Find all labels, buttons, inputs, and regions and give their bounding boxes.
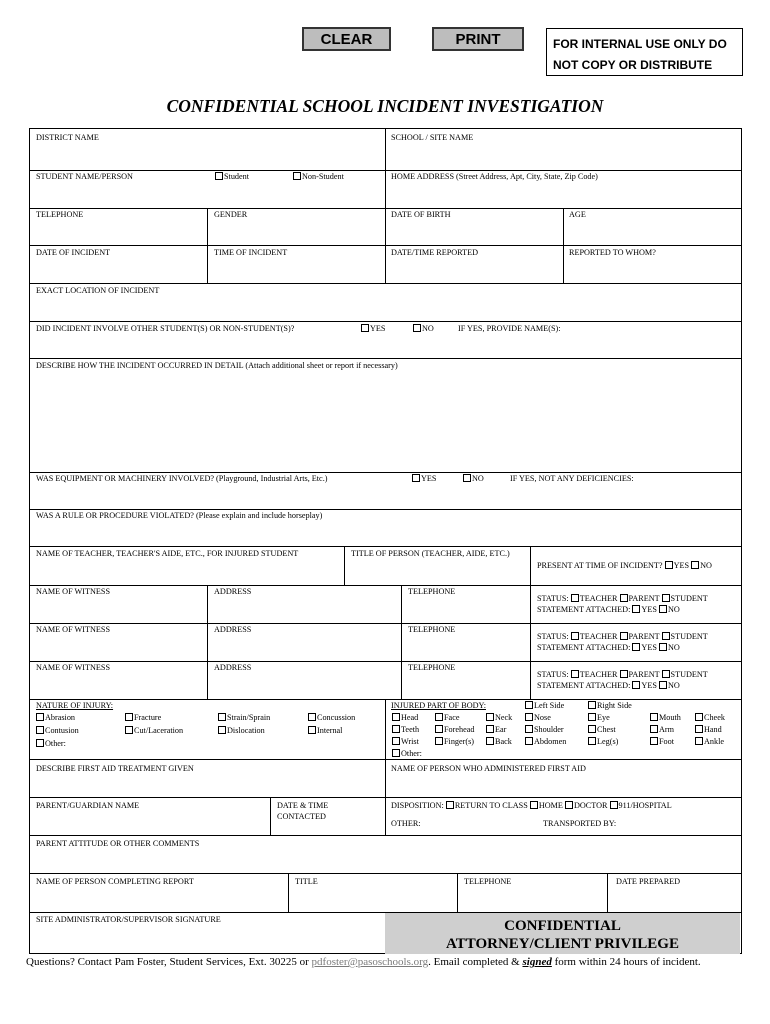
date-of-birth-label: DATE OF BIRTH <box>391 210 451 219</box>
checkbox-icon <box>218 713 226 721</box>
checkbox-icon <box>695 713 703 721</box>
checkbox-icon <box>463 474 471 482</box>
confidential-banner <box>385 913 740 954</box>
witness-1-statement-no-checkbox[interactable] <box>659 605 667 613</box>
checkbox-icon <box>695 737 703 745</box>
student-name-input[interactable] <box>35 184 384 208</box>
teacher-name-label: NAME OF TEACHER, TEACHER'S AIDE, ETC., FOR INJURED STUDENT <box>36 549 299 558</box>
witness-1-status: STATUS: TEACHER PARENT STUDENT <box>537 594 708 603</box>
witness-2-student-checkbox[interactable] <box>662 632 670 640</box>
first-aid-label: DESCRIBE FIRST AID TREATMENT GIVEN <box>36 764 194 773</box>
parent-attitude-label: PARENT ATTITUDE OR OTHER COMMENTS <box>36 839 200 848</box>
home-address-label: HOME ADDRESS (Street Address, Apt, City, State, Zip Code) <box>391 172 598 181</box>
email-link[interactable]: pdfoster@pasoschools.org <box>311 956 429 968</box>
col-divider <box>385 246 386 284</box>
injured-part-label: INJURED PART OF BODY: <box>391 701 486 710</box>
checkbox-icon <box>125 713 133 721</box>
row-divider <box>30 585 741 586</box>
row-divider <box>30 661 741 662</box>
witness-1-address-label: ADDRESS <box>214 587 252 596</box>
body-ankle-checkbox[interactable]: Ankle <box>695 737 724 747</box>
witness-3-parent-checkbox[interactable] <box>620 670 628 678</box>
injury-concussion-checkbox[interactable]: Concussion <box>308 713 355 723</box>
describe-incident-textarea[interactable] <box>35 374 739 470</box>
witness-2-address-label: ADDRESS <box>214 625 252 634</box>
date-time-contacted-label-1: DATE & TIME <box>277 801 329 810</box>
telephone-label: TELEPHONE <box>36 210 84 219</box>
checkbox-icon <box>525 737 533 745</box>
body-wrist-checkbox[interactable]: Wrist <box>392 737 419 747</box>
injury-other-checkbox[interactable]: Other: <box>36 739 66 749</box>
witness-2-statement-yes-checkbox[interactable] <box>632 643 640 651</box>
incident-form <box>29 128 742 954</box>
col-divider <box>385 699 386 797</box>
body-ear-checkbox[interactable]: Ear <box>486 725 506 735</box>
col-divider <box>607 873 608 912</box>
checkbox-icon <box>413 324 421 332</box>
witness-2-parent-checkbox[interactable] <box>620 632 628 640</box>
equipment-no-checkbox[interactable]: NO <box>463 474 484 484</box>
present-yes-checkbox[interactable] <box>665 561 673 569</box>
witness-3-statement: STATEMENT ATTACHED: YES NO <box>537 681 680 690</box>
checkbox-icon <box>435 725 443 733</box>
injury-cut-checkbox[interactable]: Cut/Laceration <box>125 726 183 736</box>
row-divider <box>30 472 741 473</box>
home-checkbox[interactable] <box>530 801 538 809</box>
col-divider <box>207 208 208 284</box>
transported-by-label: TRANSPORTED BY: <box>543 819 617 828</box>
district-name-label: DISTRICT NAME <box>36 133 99 142</box>
form-title: CONFIDENTIAL SCHOOL INCIDENT INVESTIGATION <box>166 96 604 116</box>
person-completing-label: NAME OF PERSON COMPLETING REPORT <box>36 877 194 886</box>
body-legs-checkbox[interactable]: Leg(s) <box>588 737 618 747</box>
checkbox-icon <box>392 725 400 733</box>
witness-1-parent-checkbox[interactable] <box>620 594 628 602</box>
injury-strain-checkbox[interactable]: Strain/Sprain <box>218 713 270 723</box>
return-to-class-checkbox[interactable] <box>446 801 454 809</box>
witness-1-name-label: NAME OF WITNESS <box>36 587 110 596</box>
col-divider <box>401 585 402 699</box>
witness-2-teacher-checkbox[interactable] <box>571 632 579 640</box>
body-neck-checkbox[interactable]: Neck <box>486 713 512 723</box>
internal-line-1: FOR INTERNAL USE ONLY DO <box>553 37 727 51</box>
age-label: AGE <box>569 210 586 219</box>
involve-yes-checkbox[interactable]: YES <box>361 324 385 334</box>
body-eye-checkbox[interactable]: Eye <box>588 713 610 723</box>
injury-abrasion-checkbox[interactable]: Abrasion <box>36 713 75 723</box>
nature-of-injury-label: NATURE OF INJURY: <box>36 701 114 710</box>
body-head-checkbox[interactable]: Head <box>392 713 418 723</box>
provide-names-label: IF YES, PROVIDE NAME(S): <box>458 324 561 333</box>
confidential-line-2: ATTORNEY/CLIENT PRIVILEGE <box>446 936 679 952</box>
involve-others-label: DID INCIDENT INVOLVE OTHER STUDENT(S) OR NON-STUDENT(S)? <box>36 324 295 333</box>
student-checkbox[interactable]: Student <box>215 172 249 182</box>
checkbox-icon <box>293 172 301 180</box>
body-forehead-checkbox[interactable]: Forehead <box>435 725 474 735</box>
footer-note: Questions? Contact Pam Foster, Student Services, Ext. 30225 or pdfoster@pasoschools.org. Email completed & signed form within 24 hours of incident. <box>26 956 701 968</box>
rule-violated-label: WAS A RULE OR PROCEDURE VIOLATED? (Please explain and include horseplay) <box>36 511 323 520</box>
body-teeth-checkbox[interactable]: Teeth <box>392 725 419 735</box>
col-divider <box>385 797 386 835</box>
body-other-checkbox[interactable]: Other: <box>392 749 422 759</box>
checkbox-icon <box>392 713 400 721</box>
col-divider <box>207 585 208 699</box>
disposition: DISPOSITION: RETURN TO CLASS HOME DOCTOR 911/HOSPITAL <box>391 801 672 810</box>
body-fingers-checkbox[interactable]: Finger(s) <box>435 737 474 747</box>
witness-2-statement-no-checkbox[interactable] <box>659 643 667 651</box>
equipment-label: WAS EQUIPMENT OR MACHINERY INVOLVED? (Playground, Industrial Arts, Etc.) <box>36 474 328 483</box>
checkbox-icon <box>36 726 44 734</box>
checkbox-icon <box>215 172 223 180</box>
body-arm-checkbox[interactable]: Arm <box>650 725 674 735</box>
witness-1-telephone-label: TELEPHONE <box>408 587 456 596</box>
body-foot-checkbox[interactable]: Foot <box>650 737 674 747</box>
describe-incident-label: DESCRIBE HOW THE INCIDENT OCCURRED IN DETAIL (Attach additional sheet or report if necessary) <box>36 361 398 370</box>
hospital-checkbox[interactable] <box>610 801 618 809</box>
checkbox-icon <box>392 749 400 757</box>
row-divider <box>30 509 741 510</box>
witness-3-address-label: ADDRESS <box>214 663 252 672</box>
injury-fracture-checkbox[interactable]: Fracture <box>125 713 161 723</box>
checkbox-icon <box>308 713 316 721</box>
date-time-reported-label: DATE/TIME REPORTED <box>391 248 479 257</box>
injury-internal-checkbox[interactable]: Internal <box>308 726 342 736</box>
col-divider <box>270 797 271 835</box>
checkbox-icon <box>412 474 420 482</box>
print-button[interactable]: PRINT <box>432 27 524 51</box>
checkbox-icon <box>525 713 533 721</box>
col-divider <box>344 546 345 585</box>
equipment-yes-checkbox[interactable]: YES <box>412 474 436 484</box>
body-abdomen-checkbox[interactable]: Abdomen <box>525 737 566 747</box>
checkbox-icon <box>588 713 596 721</box>
body-cheek-checkbox[interactable]: Cheek <box>695 713 725 723</box>
witness-3-status: STATUS: TEACHER PARENT STUDENT <box>537 670 708 679</box>
reported-to-whom-label: REPORTED TO WHOM? <box>569 248 656 257</box>
present-at-time: PRESENT AT TIME OF INCIDENT? YES NO <box>537 561 712 570</box>
checkbox-icon <box>588 725 596 733</box>
witness-3-teacher-checkbox[interactable] <box>571 670 579 678</box>
row-divider <box>30 321 741 322</box>
date-time-contacted-label-2: CONTACTED <box>277 812 326 821</box>
checkbox-icon <box>486 713 494 721</box>
checkbox-icon <box>695 725 703 733</box>
checkbox-icon <box>525 725 533 733</box>
witness-2-telephone-label: TELEPHONE <box>408 625 456 634</box>
internal-use-notice <box>546 28 743 76</box>
checkbox-icon <box>486 725 494 733</box>
body-chest-checkbox[interactable]: Chest <box>588 725 616 735</box>
witness-1-student-checkbox[interactable] <box>662 594 670 602</box>
checkbox-icon <box>588 737 596 745</box>
checkbox-icon <box>36 713 44 721</box>
district-name-input[interactable] <box>35 145 384 169</box>
time-of-incident-label: TIME OF INCIDENT <box>214 248 288 257</box>
home-address-input[interactable] <box>390 184 739 208</box>
confidential-line-1: CONFIDENTIAL <box>504 918 621 934</box>
checkbox-icon <box>650 737 658 745</box>
site-admin-signature-label: SITE ADMINISTRATOR/SUPERVISOR SIGNATURE <box>36 915 221 924</box>
left-side-checkbox[interactable]: Left Side <box>525 701 564 711</box>
witness-1-teacher-checkbox[interactable] <box>571 594 579 602</box>
row-divider <box>30 546 741 547</box>
row-divider <box>30 358 741 359</box>
title-of-person-label: TITLE OF PERSON (TEACHER, AIDE, ETC.) <box>351 549 510 558</box>
note-deficiencies-label: IF YES, NOT ANY DEFICIENCIES: <box>510 474 634 483</box>
gender-label: GENDER <box>214 210 248 219</box>
school-site-name-label: SCHOOL / SITE NAME <box>391 133 474 142</box>
clear-button[interactable]: CLEAR <box>302 27 391 51</box>
checkbox-icon <box>588 701 596 709</box>
row-divider <box>30 873 741 874</box>
checkbox-icon <box>435 713 443 721</box>
body-shoulder-checkbox[interactable]: Shoulder <box>525 725 564 735</box>
col-divider <box>288 873 289 912</box>
witness-2-name-label: NAME OF WITNESS <box>36 625 110 634</box>
date-prepared-label: DATE PREPARED <box>616 877 681 886</box>
witness-3-student-checkbox[interactable] <box>662 670 670 678</box>
checkbox-icon <box>36 739 44 747</box>
witness-1-statement: STATEMENT ATTACHED: YES NO <box>537 605 680 614</box>
parent-name-label: PARENT/GUARDIAN NAME <box>36 801 140 810</box>
witness-3-statement-no-checkbox[interactable] <box>659 681 667 689</box>
witness-3-telephone-label: TELEPHONE <box>408 663 456 672</box>
body-mouth-checkbox[interactable]: Mouth <box>650 713 681 723</box>
first-aid-person-label: NAME OF PERSON WHO ADMINISTERED FIRST AID <box>391 764 586 773</box>
witness-2-statement: STATEMENT ATTACHED: YES NO <box>537 643 680 652</box>
exact-location-label: EXACT LOCATION OF INCIDENT <box>36 286 160 295</box>
checkbox-icon <box>525 701 533 709</box>
school-site-name-input[interactable] <box>390 145 739 169</box>
col-divider <box>563 208 564 284</box>
body-back-checkbox[interactable]: Back <box>486 737 512 747</box>
checkbox-icon <box>435 737 443 745</box>
checkbox-icon <box>308 726 316 734</box>
witness-2-status: STATUS: TEACHER PARENT STUDENT <box>537 632 708 641</box>
witness-1-statement-yes-checkbox[interactable] <box>632 605 640 613</box>
date-of-incident-label: DATE OF INCIDENT <box>36 248 111 257</box>
checkbox-icon <box>392 737 400 745</box>
row-divider <box>30 623 741 624</box>
non-student-checkbox[interactable]: Non-Student <box>293 172 344 182</box>
completing-telephone-label: TELEPHONE <box>464 877 512 886</box>
student-name-label: STUDENT NAME/PERSON <box>36 172 133 181</box>
col-divider <box>385 129 386 246</box>
checkbox-icon <box>650 713 658 721</box>
title-label: TITLE <box>295 877 318 886</box>
checkbox-icon <box>125 726 133 734</box>
col-divider <box>457 873 458 912</box>
involve-no-checkbox[interactable]: NO <box>413 324 434 334</box>
witness-3-statement-yes-checkbox[interactable] <box>632 681 640 689</box>
checkbox-icon <box>361 324 369 332</box>
present-no-checkbox[interactable] <box>691 561 699 569</box>
other-label: OTHER: <box>391 819 421 828</box>
doctor-checkbox[interactable] <box>565 801 573 809</box>
checkbox-icon <box>486 737 494 745</box>
body-nose-checkbox[interactable]: Nose <box>525 713 551 723</box>
body-face-checkbox[interactable]: Face <box>435 713 459 723</box>
witness-3-name-label: NAME OF WITNESS <box>36 663 110 672</box>
row-divider <box>30 835 741 836</box>
checkbox-icon <box>218 726 226 734</box>
body-hand-checkbox[interactable]: Hand <box>695 725 722 735</box>
col-divider <box>530 546 531 699</box>
injury-dislocation-checkbox[interactable]: Dislocation <box>218 726 265 736</box>
internal-line-2: NOT COPY OR DISTRIBUTE <box>553 58 713 72</box>
injury-contusion-checkbox[interactable]: Contusion <box>36 726 79 736</box>
checkbox-icon <box>650 725 658 733</box>
right-side-checkbox[interactable]: Right Side <box>588 701 632 711</box>
